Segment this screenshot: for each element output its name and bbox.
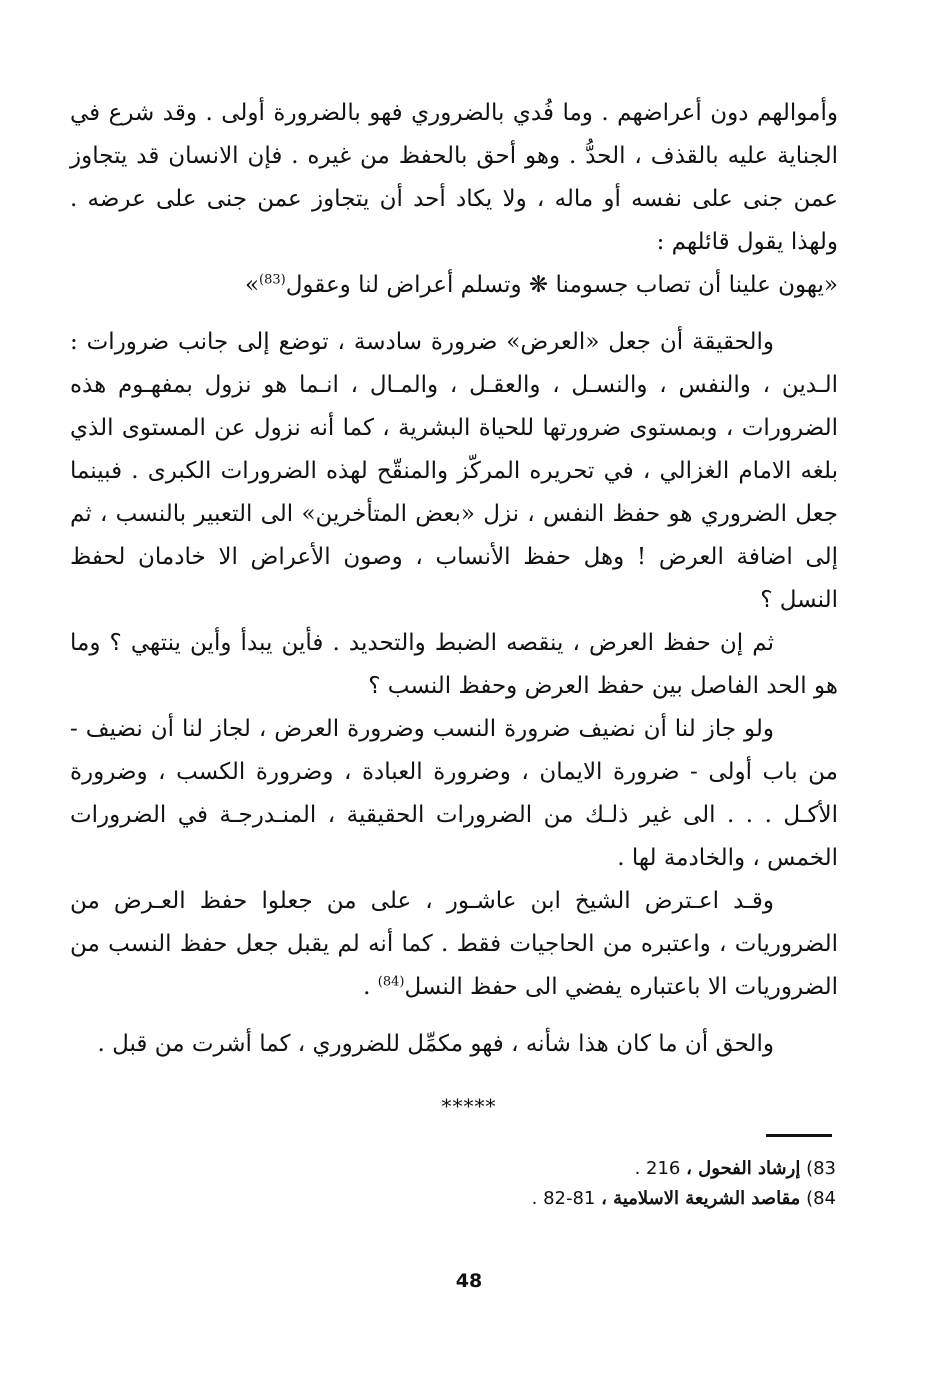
verse-close-quote: » [244, 272, 260, 298]
footnote-source-title: إرشاد الفحول ، [686, 1158, 801, 1179]
page-body [70, 92, 838, 1066]
footnote-pages: 216 . [634, 1158, 681, 1179]
paragraph-2: والحقيقة أن جعل «العرض» ضرورة سادسة ، توضع إلى جانب ضرورات : الـدين ، والنفس ، والنسـل ، والعقـل ، والمـال ، انـما هو نزول بمفهـوم هذه الضرورات ، وبمستوى ضرورتها للحياة البشرية ، كما أنه نزول عن المستوى الذي بلغه الامام الغزالي ، في تحريره المركّز والمنقّح لهذه الضرورات الكبرى . فبينما جعل الضروري هو حفظ النفس ، نزل «بعض المتأخرين» الى التعبير بالنسب ، ثم إلى اضافة العرض ! وهل حفظ الأنساب ، وصون الأعراض الا خادمان لحفظ النسل ؟ [70, 329, 838, 613]
paragraph-6: والحق أن ما كان هذا شأنه ، فهو مكمِّل للضروري ، كما أشرت من قبل . [97, 1031, 774, 1057]
footnote-83 [300, 1154, 836, 1184]
paragraph-3: ثم إن حفظ العرض ، ينقصه الضبط والتحديد . فأين يبدأ وأين ينتهي ؟ وما هو الحد الفاصل بين حفظ العرض وحفظ النسب ؟ [70, 630, 838, 699]
footnote-source-title: مقاصد الشريعة الاسلامية ، [601, 1188, 801, 1209]
poem-verse [70, 264, 838, 307]
footnote-84 [300, 1184, 836, 1214]
verse-text: «يهون علينا أن تصاب جسومنا ❋ وتسلم أعراض لنا وعقول [285, 272, 838, 298]
footnote-number: 84) [806, 1188, 836, 1209]
footnote-ref-84[interactable]: (84) [377, 974, 405, 990]
footnotes [300, 1154, 836, 1214]
section-separator: ***** [441, 1094, 497, 1118]
footnote-divider [766, 1134, 832, 1137]
paragraph-5-text: وقـد اعـترض الشيخ ابن عاشـور ، على من جعلوا حفظ العـرض من الضروريات ، واعتبره من الحاجيات فقط . كما أنه لم يقبل جعل حفظ النسب من الضروريات الا باعتباره يفضي الى حفظ النسل [70, 888, 838, 1000]
page-number: 48 [455, 1270, 483, 1292]
footnote-pages: 81-82 . [531, 1188, 596, 1209]
footnote-ref-83[interactable]: (83) [259, 272, 286, 288]
paragraph-4: ولو جاز لنا أن نضيف ضرورة النسب وضرورة العرض ، لجاز لنا أن نضيف - من باب أولى - ضرورة الايمان ، وضرورة العبادة ، وضرورة الكسب ، وضرورة الأكـل . . . الى غير ذلـك من الضرورات الحقيقية ، المنـدرجـة في الضرورات الخمس ، والخادمة لها . [70, 716, 838, 871]
paragraph-5 [70, 880, 838, 1009]
paragraph-5-end: . [363, 974, 378, 1000]
footnote-number: 83) [806, 1158, 836, 1179]
paragraph-1: وأموالهم دون أعراضهم . وما فُدي بالضروري فهو بالضرورة أولى . وقد شرع في الجناية عليه بالقذف ، الحدُّ . وهو أحق بالحفظ من غيره . فإن الانسان قد يتجاوز عمن جنى على نفسه أو ماله ، ولا يكاد أحد أن يتجاوز عمن جنى على عرضه . ولهذا يقول قائلهم : [70, 100, 838, 255]
